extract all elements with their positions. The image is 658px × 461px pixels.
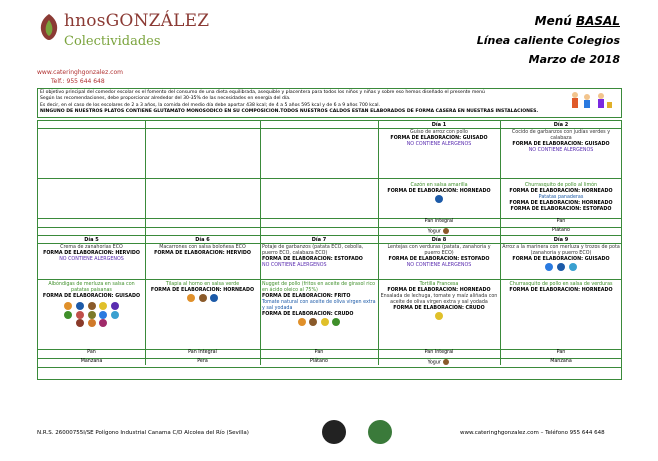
day8-bread: Pan Integral — [424, 350, 454, 355]
day8-second: Tortilla Francesa FORMA DE ELABORACION: HORNEADO Ensalada de lechuga, tomate y maíz aliñada con aceite de oliva virgen extra y sal yodada FORMA DE ELABORACION: CRUDO — [378, 282, 500, 321]
brand-phone: Telf.: 955 644 648 — [51, 78, 105, 85]
day5-header: Día 5 — [84, 237, 99, 243]
intro-line-4: NINGUNO DE NUESTROS PLATOS CONTIENE GLUTAMATO MONOSODICO EN SU COMPOSICION.TODOS NUESTROS CALDOS ESTAN ELABORADOS DE FORMA CASERA EN NUESTRAS INSTALACIONES. — [40, 108, 539, 114]
gluten-allergen-icon — [298, 318, 306, 326]
mollusc-allergen-icon — [569, 263, 577, 271]
week1-day2-second: Churrasquito de pollo al limón FORMA DE ELABORACION: HORNEADO Patatas panaderas FORMA DE ELABORACION: HORNEADO FORMA DE ELABORACION: ESTOFADO — [509, 183, 613, 212]
day6-header: Día 6 — [195, 237, 210, 243]
day7-fruit: Plátano — [310, 359, 328, 364]
milk-allergen-icon — [199, 294, 207, 302]
fish-allergen-icon — [435, 195, 443, 203]
sulphite-allergen-icon — [99, 319, 107, 327]
brand-subname: Colectividades — [64, 34, 161, 49]
celery-allergen-icon — [332, 318, 340, 326]
celery-allergen-icon — [64, 311, 72, 319]
day9-first: Arroz a la marinera con merluza y trozos de pota (zanahoria y puerro ECO) FORMA DE ELABORACION: GUISADO — [500, 245, 622, 272]
day5-bread: Pan — [87, 350, 96, 355]
egg-allergen-icon — [321, 318, 329, 326]
week1-day2-fruit: Plátano — [552, 228, 570, 233]
day8-header: Día 8 — [431, 237, 447, 243]
intro-line-3: Es decir, en el caso de los escolares de 2 a 3 años, la comida del medio día debe aportar 438 kcal; de 4 a 5 años 595 kcal y de 6 a 9 años 700 kcal. — [40, 102, 380, 108]
menu-month: Marzo de 2018 — [528, 53, 620, 66]
peanut-allergen-icon — [88, 319, 96, 327]
day7-header: Día 7 — [311, 237, 327, 243]
brand-name: hnosGONZÁLEZ — [64, 11, 210, 31]
week1-day1-first: Guiso de arroz con pollo FORMA DE ELABORACION: GUISADO NO CONTIENE ALERGENOS — [390, 130, 488, 147]
week1-day1-fruit: Yogur — [378, 228, 500, 236]
mollusc-allergen-icon — [111, 311, 119, 319]
sesame-allergen-icon — [88, 311, 96, 319]
milk-allergen-icon — [88, 302, 96, 310]
mustard-allergen-icon — [76, 311, 84, 319]
day8-first: Lentejas con verduras (patata, zanahoria y puerro ECO) FORMA DE ELABORACION: ESTOFADO NO CONTIENE ALERGENOS — [387, 245, 491, 268]
week1-day1-bread: Pan integral — [424, 219, 454, 224]
day7-first: Potaje de garbanzos (patata ECO, cebolla, puerro ECO, calabaza ECO) FORMA DE ELABORACION: ESTOFADO NO CONTIENE ALERGENOS — [262, 245, 364, 268]
day7-bread: Pan — [314, 350, 324, 355]
milk-allergen-icon — [443, 359, 449, 365]
kids-illustration-icon — [570, 90, 614, 110]
certification-badge-icon — [322, 420, 346, 444]
footer-contact: www.cateringhgonzalez.com – Teléfono 955 644 648 — [460, 430, 605, 436]
week1-day2-header: Día 2 — [553, 122, 569, 128]
day9-second: Churrasquito de pollo en salsa de verduras FORMA DE ELABORACION: HORNEADO — [509, 282, 613, 293]
day6-second: Tilapia al horno en salsa verde FORMA DE ELABORACION: HORNEADO — [145, 282, 260, 303]
day5-first: Crema de zanahorias ECO FORMA DE ELABORACION: HERVIDO NO CONTIENE ALERGENOS — [43, 245, 140, 262]
intro-line-2: Según las recomendaciones, debe proporcionar alrededor del 30-35% de las necesidades en energía del día. — [40, 96, 291, 102]
day7-second: Nugget de pollo (fritos en aceite de girasol rico en ácido oleico al 75%) FORMA DE ELABORACION: FRITO Tomate natural con aceite de oliva virgen extra y sal yodada FORMA DE ELABORACION: CRUDO — [260, 282, 378, 327]
day6-first: Macarrones con salsa boloñesa ECO FORMA DE ELABORACION: HERVIDO — [154, 245, 251, 256]
day9-fruit: Manzana — [550, 359, 572, 364]
day5-fruit: Manzana — [80, 359, 103, 364]
day6-fruit: Pera — [197, 359, 208, 364]
week1-day2-first: Cocido de garbanzos con judías verdes y calabaza FORMA DE ELABORACION: GUISADO NO CONTIENE ALERGENOS — [511, 130, 611, 153]
fish-allergen-icon — [76, 302, 84, 310]
week1-day2-bread: Pan — [556, 219, 566, 224]
intro-line-1: El objetivo principal del comedor escolar es el fomento del consumo de una dieta equilibrada, asequible y placentera para todos los niños y niñas y sobre eso hemos diseñado el presente menú — [40, 90, 485, 95]
menu-title: Menú BASAL — [534, 14, 620, 28]
milk-allergen-icon — [443, 228, 449, 234]
day9-bread: Pan — [556, 350, 566, 355]
footer-address: N.R.S. 26000755I/SE Polígono Industrial Canama C/D Alcolea del Río (Sevilla) — [37, 430, 249, 436]
crustacean-allergen-icon — [545, 263, 553, 271]
organic-badge-icon — [368, 420, 392, 444]
nuts-allergen-icon — [76, 319, 84, 327]
day5-second: Albóndigas de merluza en salsa con patatas paisanas FORMA DE ELABORACION: GUISADO — [38, 282, 145, 328]
day6-bread: Pan Integral — [188, 350, 217, 355]
egg-allergen-icon — [435, 312, 443, 320]
gluten-allergen-icon — [187, 294, 195, 302]
week1-day1-header: Día 1 — [431, 122, 447, 128]
milk-allergen-icon — [309, 318, 317, 326]
egg-allergen-icon — [99, 302, 107, 310]
fish-allergen-icon — [557, 263, 565, 271]
menu-grid — [37, 120, 622, 380]
week1-day1-second: Cazón en salsa amarilla FORMA DE ELABORACION: HORNEADO — [378, 183, 500, 204]
day8-fruit: Yogur — [378, 359, 500, 367]
logo-icon — [37, 12, 61, 42]
menu-line: Línea caliente Colegios — [476, 34, 620, 47]
crustacean-allergen-icon — [99, 311, 107, 319]
gluten-allergen-icon — [64, 302, 72, 310]
soy-allergen-icon — [111, 302, 119, 310]
fish-allergen-icon — [210, 294, 218, 302]
day9-header: Día 9 — [553, 237, 569, 243]
intro-box — [37, 88, 622, 118]
brand-website[interactable]: www.cateringhgonzalez.com — [37, 69, 123, 76]
